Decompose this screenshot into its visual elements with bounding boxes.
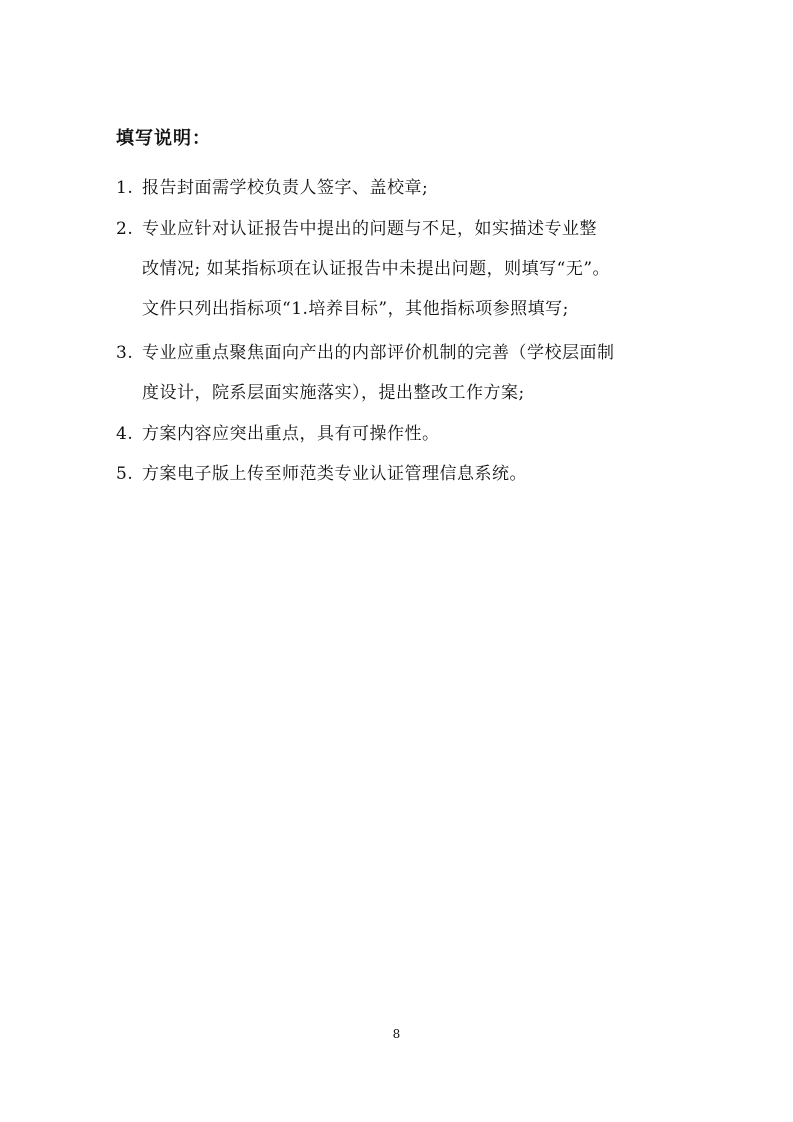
instruction-item-5 <box>116 454 676 494</box>
item-number: 1. <box>116 178 134 198</box>
instruction-item-1 <box>116 168 676 208</box>
instruction-item-3 <box>116 333 676 413</box>
item-number: 4. <box>116 424 134 444</box>
item-number: 2. <box>116 219 134 239</box>
page-number: 8 <box>392 1027 401 1041</box>
item-line: 方案内容应突出重点，具有可操作性。 <box>142 424 440 444</box>
item-line: 文件只列出指标项“1.培养目标”，其他指标项参照填写; <box>142 299 569 319</box>
instruction-item-4 <box>116 414 676 454</box>
item-text <box>142 333 676 413</box>
item-text <box>142 414 676 454</box>
instruction-item-2 <box>116 209 676 329</box>
item-line: 报告封面需学校负责人签字、盖校章; <box>142 178 429 198</box>
item-text <box>142 209 676 329</box>
item-line: 改情况; 如某指标项在认证报告中未提出问题，则填写“无”。 <box>142 259 611 279</box>
item-line: 度设计，院系层面实施落实），提出整改工作方案; <box>142 383 525 403</box>
item-number: 5. <box>116 464 134 484</box>
item-text <box>142 168 676 208</box>
item-text <box>142 454 676 494</box>
item-line: 专业应重点聚焦面向产出的内部评价机制的完善（学校层面制 <box>142 343 615 363</box>
item-line: 专业应针对认证报告中提出的问题与不足，如实描述专业整 <box>142 219 597 239</box>
item-line: 方案电子版上传至师范类专业认证管理信息系统。 <box>142 464 527 484</box>
item-number: 3. <box>116 343 134 363</box>
instructions-heading: 填写说明： <box>116 128 211 149</box>
